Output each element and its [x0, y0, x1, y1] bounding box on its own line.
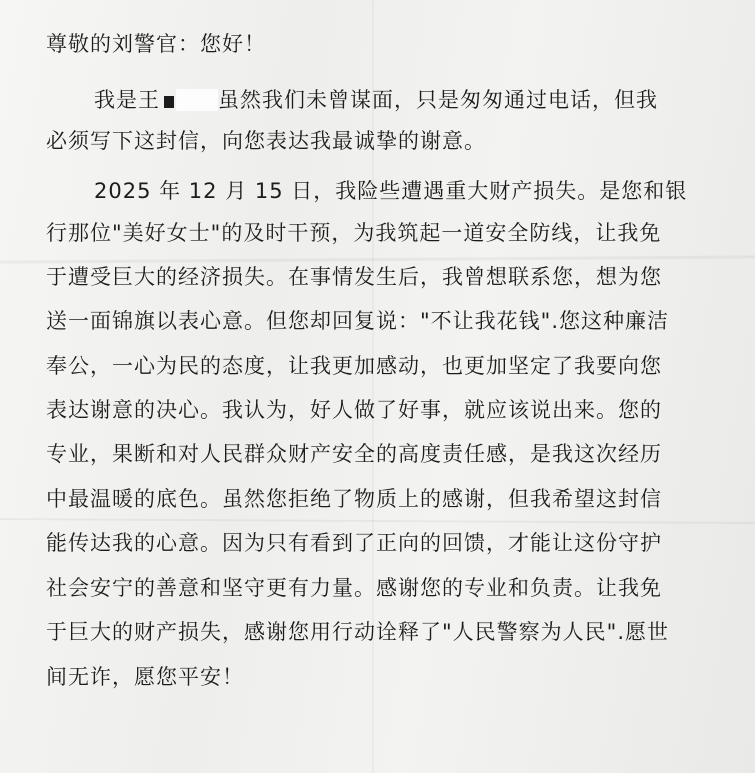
letter-line: 2025 年 12 月 15 日，我险些遭遇重大财产损失。是您和银	[94, 179, 688, 203]
paper-fold	[0, 518, 755, 524]
intro-line	[94, 86, 658, 114]
intro-name: 我是王	[94, 88, 160, 112]
letter-line: 于遭受巨大的经济损失。在事情发生后，我曾想联系您，想为您	[46, 265, 662, 289]
salutation: 尊敬的刘警官：您好！	[46, 32, 266, 56]
letter-line: 行那位"美好女士"的及时干预，为我筑起一道安全防线，让我免	[46, 221, 662, 245]
paper-fold	[372, 0, 374, 773]
letter-line: 表达谢意的决心。我认为，好人做了好事，就应该说出来。您的	[46, 398, 662, 422]
redaction-mark	[164, 96, 174, 108]
letter-line: 中最温暖的底色。虽然您拒绝了物质上的感谢，但我希望这封信	[46, 487, 662, 511]
intro-rest: 虽然我们未曾谋面，只是匆匆通过电话，但我	[218, 88, 658, 112]
letter-line: 间无诈，愿您平安！	[46, 665, 244, 689]
letter-line: 社会安宁的善意和坚守更有力量。感谢您的专业和负责。让我免	[46, 576, 662, 600]
letter-line: 于巨大的财产损失，感谢您用行动诠释了"人民警察为人民".愿世	[46, 620, 669, 644]
letter-line: 送一面锦旗以表心意。但您却回复说："不让我花钱".您这种廉洁	[46, 309, 669, 333]
letter-line: 专业，果断和对人民群众财产安全的高度责任感，是我这次经历	[46, 442, 662, 466]
letter-line: 必须写下这封信，向您表达我最诚挚的谢意。	[46, 129, 486, 153]
letter-line: 能传达我的心意。因为只有看到了正向的回馈，才能让这份守护	[46, 531, 662, 555]
letter-line: 奉公，一心为民的态度，让我更加感动，也更加坚定了我要向您	[46, 354, 662, 378]
redaction-blur	[176, 89, 218, 111]
